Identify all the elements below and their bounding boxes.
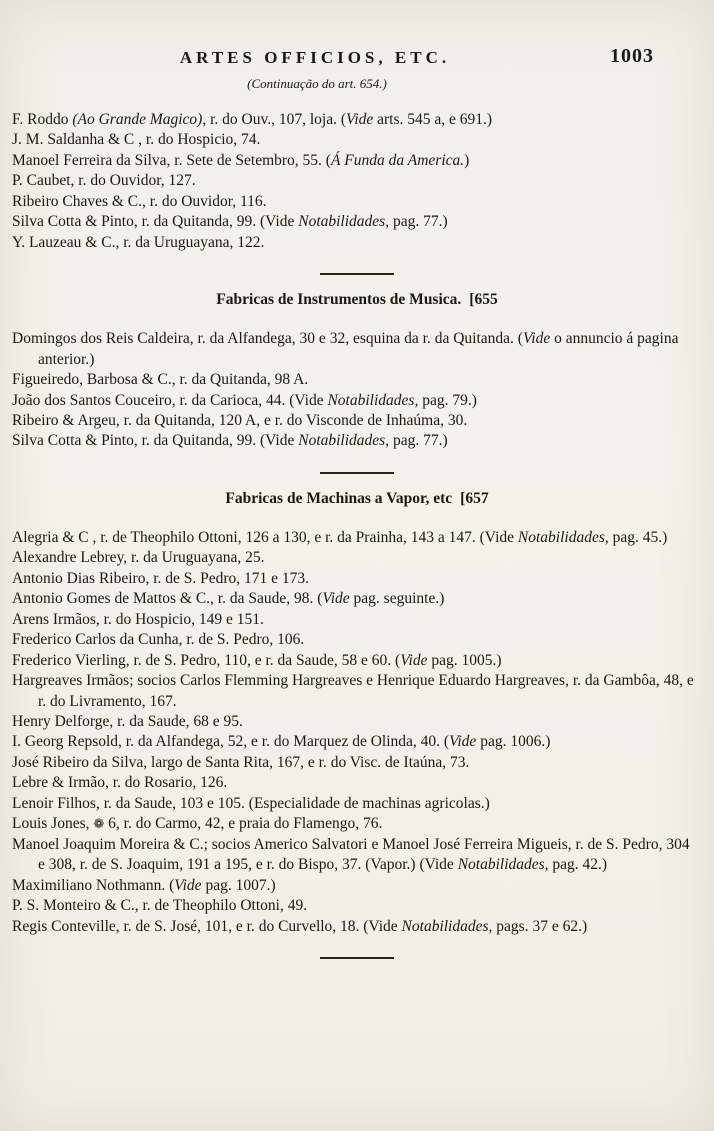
directory-entry [12,431,700,451]
entry-text: ) [464,151,470,169]
directory-sections [12,110,702,959]
directory-entry [12,753,700,773]
entry-text: José Ribeiro da Silva, largo de Santa Rita, 167, e r. do Visc. de Itaúna, 73. [12,753,470,771]
entry-text: Silva Cotta & Pinto, r. da Quitanda, 99. (Vide [12,432,299,450]
entry-text: Henry Delforge, r. da Saude, 68 e 95. [12,712,243,730]
entry-text: Á Funda da America. [330,151,465,169]
directory-entry [12,773,700,793]
entry-text: o annuncio á pagina anterior.) [38,330,679,368]
entry-text: Notabilidades [457,856,545,874]
directory-entry [12,233,700,253]
medal-icon: ❁ [93,816,105,832]
directory-entry [12,110,700,130]
entry-text: Notabilidades [298,432,386,450]
section-divider [320,273,394,275]
entry-text: Notabilidades [401,917,489,935]
entry-text: Vide [449,733,477,751]
entry-text: Domingos dos Reis Caldeira, r. da Alfandega, 30 e 32, esquina da r. da Quitanda. ( [12,330,523,348]
entry-text: Silva Cotta & Pinto, r. da Quitanda, 99. (Vide [12,213,299,231]
entry-text: Regis Conteville, r. de S. José, 101, e r. do Curvello, 18. (Vide [12,917,402,935]
entry-text: Arens Irmãos, r. do Hospicio, 149 e 151. [12,610,264,628]
entry-text: João dos Santos Couceiro, r. da Carioca, 44. (Vide [12,391,328,409]
entry-text: Maximiliano Nothmann. ( [12,876,175,894]
directory-entry [12,896,700,916]
entry-text: Louis Jones, [12,815,94,833]
entry-list [12,329,702,452]
entry-text: , pags. 37 e 62.) [488,917,588,935]
entry-text: Ribeiro & Argeu, r. da Quitanda, 120 A, e r. do Visconde de Inhaúma, 30. [12,411,468,429]
directory-entry [12,151,700,171]
section-number: [657 [460,489,489,507]
entry-text: pag. 1007.) [201,876,276,894]
entry-text: pag. 79.) [418,391,477,409]
entry-list [12,528,702,937]
entry-text: P. S. Monteiro & C., r. de Theophilo Ottoni, 49. [12,897,308,915]
directory-entry [12,814,700,834]
directory-entry [12,671,700,712]
entry-text: Notabilidades, [327,391,419,409]
directory-entry [12,732,700,752]
entry-text: Alegria & C , r. de Theophilo Ottoni, 126 a 130, e r. da Prainha, 143 a 147. (Vide [12,528,518,546]
entry-text: (Ao Grande Magico) [72,111,203,128]
section-divider [320,472,394,474]
entry-text: Antonio Gomes de Mattos & C., r. da Saude, 98. ( [12,590,323,608]
entry-text: 6, r. do Carmo, 42, e praia do Flamengo, 76. [104,815,383,833]
directory-entry [12,171,700,191]
directory-entry [12,876,700,896]
directory-entry [12,651,700,671]
directory-entry [12,569,700,589]
entry-text: I. Georg Repsold, r. da Alfandega, 52, e r. do Marquez de Olinda, 40. ( [12,733,450,751]
entry-text: , pag. 42.) [544,856,608,874]
entry-text: Alexandre Lebrey, r. da Uruguayana, 25. [12,549,265,567]
entry-text: Frederico Vierling, r. de S. Pedro, 110, e r. da Saude, 58 e 60. ( [12,651,401,669]
section-heading [12,291,702,309]
entry-text: Figueiredo, Barbosa & C., r. da Quitanda, 98 A. [12,371,309,389]
entry-text: Manoel Ferreira da Silva, r. Sete de Setembro, 55. ( [12,151,331,169]
entry-text: , pag. 45.) [604,528,668,546]
entry-text: Vide [400,651,428,669]
entry-text: P. Caubet, r. do Ouvidor, 127. [12,172,196,190]
page-number: 1003 [610,45,654,67]
entry-text: Vide [322,590,350,608]
entry-text: Vide [522,330,551,348]
running-title: ARTES OFFICIOS, ETC. [179,48,451,67]
directory-entry [12,794,700,814]
entry-text: , r. do Ouv., 107, loja. ( [202,111,346,128]
section-divider [320,957,394,959]
entry-list [12,110,702,253]
entry-text: Ribeiro Chaves & C., r. do Ouvidor, 116. [12,192,267,210]
entry-text: Notabilidades [298,213,386,231]
section-number: [655 [469,291,498,309]
directory-entry [12,192,700,212]
directory-entry [12,130,700,150]
entry-text: F. Roddo [12,111,73,128]
page-header [12,45,702,74]
section-heading-text: Fabricas de Machinas a Vapor, etc [225,489,453,507]
directory-entry [12,212,700,232]
directory-entry [12,610,700,630]
directory-entry [12,411,700,431]
section-heading [12,490,702,508]
directory-entry [12,391,700,411]
entry-text: pag. seguinte.) [349,590,445,608]
entry-text: Vide [174,876,202,894]
directory-entry [12,835,700,876]
entry-text: Frederico Carlos da Cunha, r. de S. Pedro, 106. [12,631,305,649]
directory-entry [12,712,700,732]
directory-entry [12,630,700,650]
directory-entry [12,329,700,370]
directory-entry [12,528,700,548]
entry-text: Lenoir Filhos, r. da Saude, 103 e 105. (Especialidade de machinas agricolas.) [12,794,490,812]
entry-text: Notabilidades [517,528,605,546]
entry-text: Lebre & Irmão, r. do Rosario, 126. [12,774,228,792]
entry-text: arts. 545 a, e 691.) [373,111,493,128]
entry-text: pag. 1005.) [427,651,502,669]
entry-text: Antonio Dias Ribeiro, r. de S. Pedro, 171 e 173. [12,569,310,587]
entry-text: Y. Lauzeau & C., r. da Uruguayana, 122. [12,233,265,251]
directory-entry [12,548,700,568]
section-heading-text: Fabricas de Instrumentos de Musica. [216,291,462,309]
entry-text: Vide [346,111,374,128]
entry-text: pag. 1006.) [476,733,551,751]
directory-entry [12,370,700,390]
entry-text: , pag. 77.) [385,432,448,450]
directory-entry [12,589,700,609]
entry-text: Manoel Joaquim Moreira & C.; socios Americo Salvatori e Manoel José Ferreira Migueis, r. de S. Pedro, 304 e 308, r. de S. Joaquim, 191 a 195, e r. do Bispo, 37. (Vapor.) (Vide [12,835,690,874]
entry-text: Hargreaves Irmãos; socios Carlos Flemming Hargreaves e Henrique Eduardo Hargreaves, r. da Gambôa, 48, e r. do Livramento, 167. [12,672,694,710]
directory-entry [12,917,700,937]
continuation-note: (Continuação do art. 654.) [247,76,387,91]
entry-text: J. M. Saldanha & C , r. do Hospicio, 74. [12,131,261,149]
entry-text: , pag. 77.) [385,213,448,231]
